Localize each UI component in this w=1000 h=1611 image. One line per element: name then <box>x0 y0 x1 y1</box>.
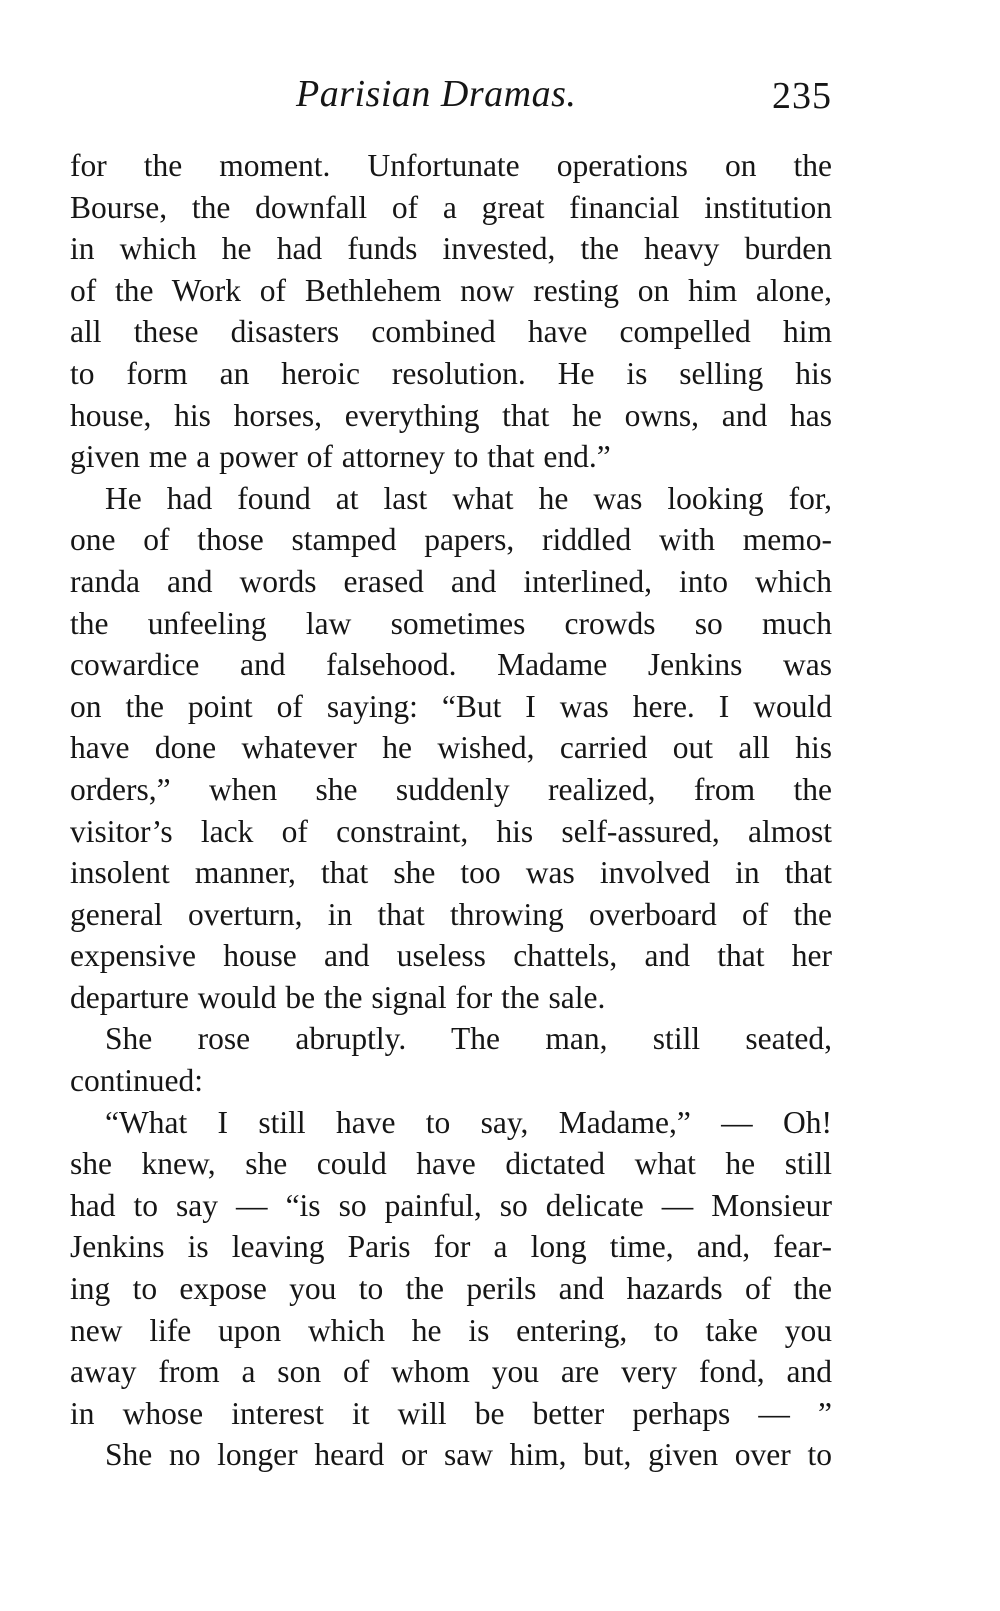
text-line: the unfeeling law sometimes crowds so much <box>70 605 832 641</box>
text-line: in which he had funds invested, the heavy burden <box>70 231 832 267</box>
text-line: away from a son of whom you are very fond, and <box>70 1354 832 1390</box>
text-line: “What I still have to say, Madame,” — Oh! <box>105 1104 832 1140</box>
text-line: Bourse, the downfall of a great financial institution <box>70 189 832 225</box>
text-line: departure would be the signal for the sale. <box>70 979 606 1015</box>
text-line: she knew, she could have dictated what he still <box>70 1146 832 1182</box>
text-line: to form an heroic resolution. He is selling his <box>70 355 832 391</box>
text-line: Jenkins is leaving Paris for a long time, and, fear- <box>70 1229 832 1265</box>
text-line: on the point of saying: “But I was here. I would <box>70 688 832 724</box>
text-line: house, his horses, everything that he owns, and has <box>70 397 832 433</box>
text-line: She rose abruptly. The man, still seated, <box>105 1021 832 1057</box>
text-line: expensive house and useless chattels, and that her <box>70 938 832 974</box>
text-line: randa and words erased and interlined, into which <box>70 563 832 599</box>
text-line: ing to expose you to the perils and hazards of the <box>70 1271 832 1307</box>
text-line: new life upon which he is entering, to take you <box>70 1312 832 1348</box>
text-line: general overturn, in that throwing overboard of the <box>70 896 832 932</box>
body-text <box>70 145 832 1476</box>
text-line: in whose interest it will be better perhaps — ” <box>70 1395 832 1431</box>
text-line: continued: <box>70 1063 203 1099</box>
running-head <box>70 70 832 122</box>
text-line: He had found at last what he was looking for, <box>105 480 832 516</box>
text-line: had to say — “is so painful, so delicate — Monsieur <box>70 1187 832 1223</box>
text-line: visitor’s lack of constraint, his self-assured, almost <box>70 813 832 849</box>
text-line: She no longer heard or saw him, but, given over to <box>105 1437 832 1473</box>
text-line: given me a power of attorney to that end.” <box>70 439 611 475</box>
text-line: all these disasters combined have compelled him <box>70 314 832 350</box>
text-line: cowardice and falsehood. Madame Jenkins was <box>70 647 832 683</box>
text-line: have done whatever he wished, carried out all his <box>70 730 832 766</box>
text-line: insolent manner, that she too was involved in that <box>70 855 832 891</box>
text-line: of the Work of Bethlehem now resting on him alone, <box>70 272 832 308</box>
text-line: orders,” when she suddenly realized, from the <box>70 771 832 807</box>
text-line: one of those stamped papers, riddled with memo- <box>70 522 832 558</box>
running-title: Parisian Dramas. <box>296 73 577 115</box>
text-line: for the moment. Unfortunate operations on the <box>70 148 832 183</box>
page-number: 235 <box>772 75 832 117</box>
